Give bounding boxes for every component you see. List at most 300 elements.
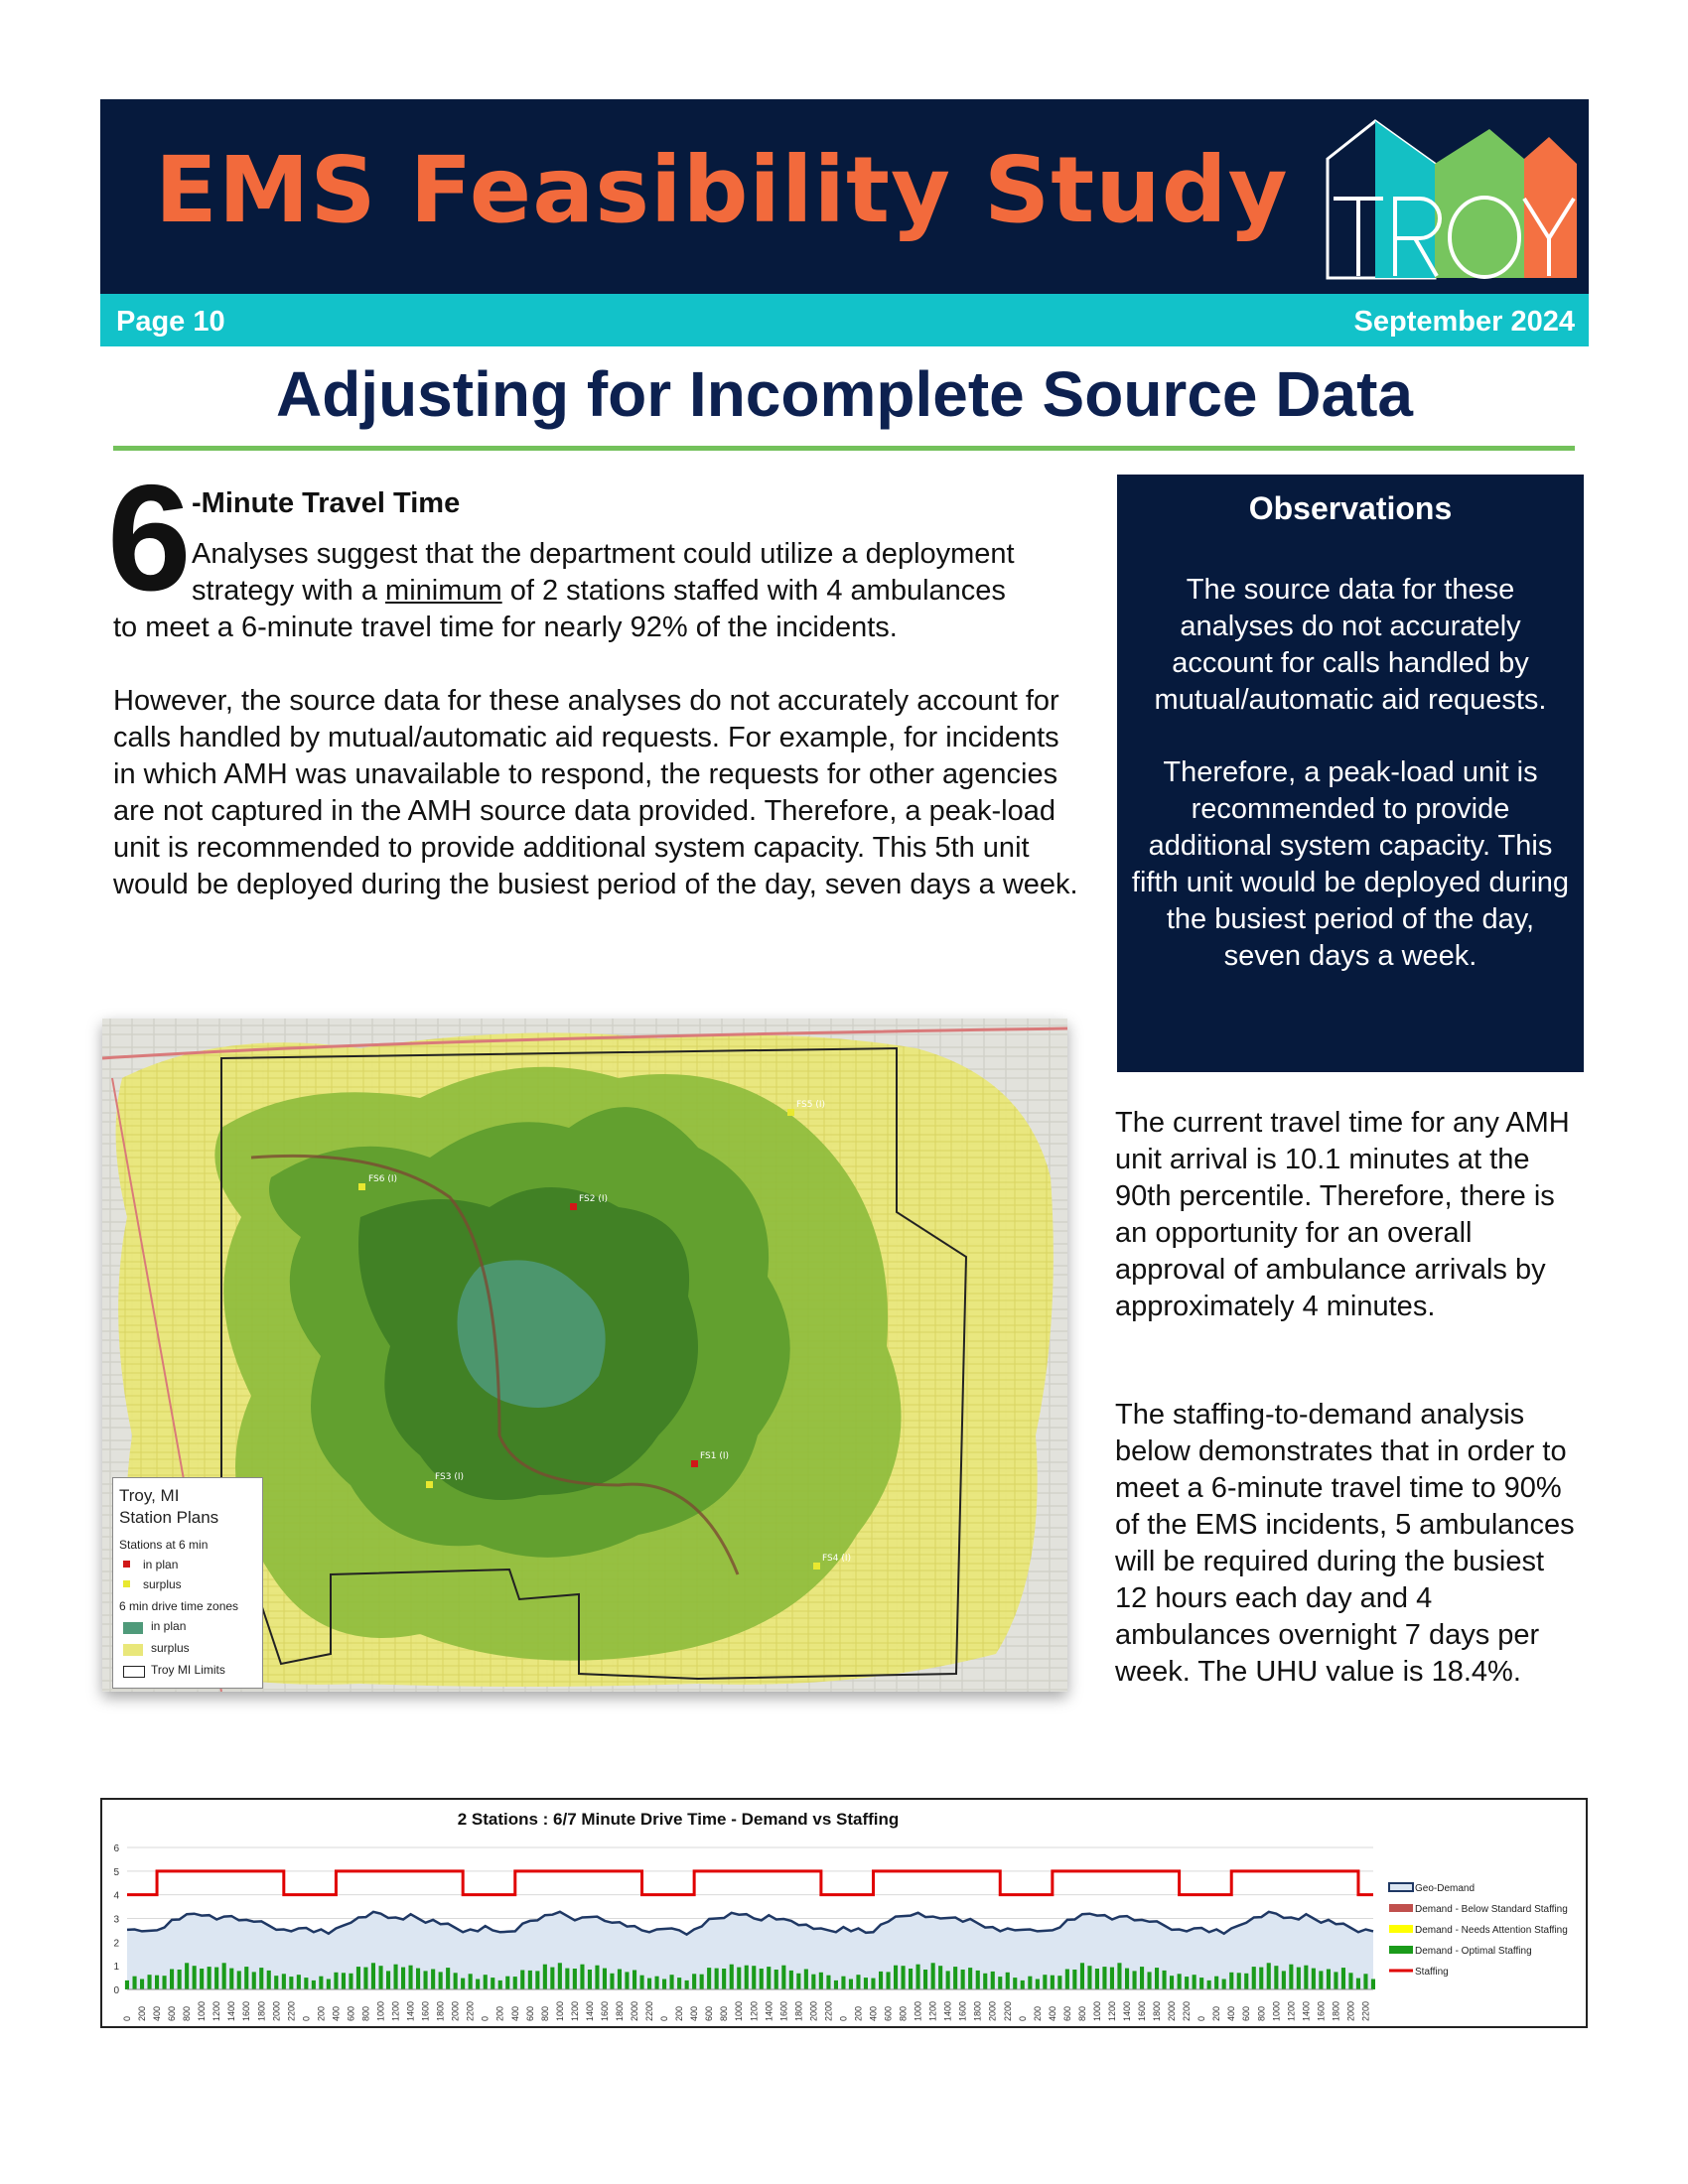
optimal-staffing-bar	[491, 1978, 494, 1989]
legend-swatch	[1389, 1883, 1413, 1891]
optimal-staffing-bar	[170, 1970, 174, 1990]
x-tick-label: 1000	[1271, 2000, 1282, 2021]
x-tick-label: 2200	[644, 2000, 654, 2021]
x-tick-label: 800	[719, 2005, 730, 2021]
staffing-line	[127, 1871, 1373, 1895]
x-tick-label: 1000	[913, 2000, 923, 2021]
x-tick-label: 600	[167, 2005, 178, 2021]
paragraph-3: The current travel time for any AMH unit arrival is 10.1 minutes at the 90th percentile. Therefore, there is an opportunity for an overall approval of ambulance arrivals by approximately 4 minutes.	[1115, 1107, 1570, 1322]
x-tick-label: 1600	[1316, 2000, 1327, 2021]
optimal-staffing-bar	[543, 1965, 547, 1989]
optimal-staffing-bar	[1148, 1972, 1152, 1989]
optimal-staffing-bar	[439, 1972, 443, 1989]
x-tick-label: 2000	[630, 2000, 639, 2021]
optimal-staffing-bar	[222, 1963, 226, 1989]
optimal-staffing-bar	[297, 1975, 301, 1989]
x-tick-label: 200	[494, 2005, 505, 2021]
x-tick-label: 400	[1047, 2005, 1057, 2021]
x-tick-label: 200	[674, 2005, 685, 2021]
optimal-staffing-bar	[1282, 1971, 1286, 1989]
optimal-staffing-bar	[640, 1976, 644, 1989]
optimal-staffing-bar	[849, 1979, 853, 1990]
x-tick-label: 1200	[1107, 2000, 1117, 2021]
optimal-staffing-bar	[193, 1966, 197, 1989]
optimal-staffing-bar	[349, 1974, 352, 1989]
in-plan-station-swatch	[123, 1561, 130, 1568]
optimal-staffing-bar	[125, 1980, 129, 1989]
legend-label: Geo-Demand	[1415, 1883, 1476, 1894]
optimal-staffing-bar	[200, 1969, 204, 1989]
optimal-staffing-bar	[1244, 1974, 1248, 1989]
x-tick-label: 1000	[734, 2000, 745, 2021]
optimal-staffing-bar	[1051, 1976, 1055, 1989]
optimal-staffing-bar	[633, 1971, 636, 1990]
optimal-staffing-bar	[580, 1965, 584, 1989]
optimal-staffing-bar	[178, 1970, 182, 1989]
x-tick-label: 800	[1076, 2005, 1087, 2021]
x-tick-label: 2200	[1360, 2000, 1371, 2021]
legend-label: Staffing	[1415, 1967, 1449, 1978]
optimal-staffing-bar	[1021, 1980, 1025, 1989]
observations-box	[1117, 475, 1584, 1072]
optimal-staffing-bar	[1237, 1973, 1241, 1989]
observations-paragraph-1: The source data for these analyses do not accurately account for calls handled by mutual/automatic aid requests.	[1154, 574, 1547, 716]
x-tick-label: 0	[301, 2015, 312, 2021]
optimal-staffing-bar	[1155, 1968, 1159, 1989]
optimal-staffing-bar	[1170, 1976, 1174, 1989]
chart-plot	[102, 1800, 1586, 2026]
x-tick-label: 1200	[749, 2000, 760, 2021]
optimal-staffing-bar	[1178, 1974, 1182, 1989]
x-tick-label: 400	[152, 2005, 163, 2021]
optimal-staffing-bar	[252, 1972, 256, 1989]
optimal-staffing-bar	[662, 1979, 666, 1990]
x-tick-label: 1800	[435, 2000, 446, 2021]
optimal-staffing-bar	[879, 1972, 883, 1989]
optimal-staffing-bar	[610, 1974, 614, 1989]
station-coverage-map	[102, 1019, 1067, 1692]
surplus-station-swatch	[123, 1580, 130, 1587]
optimal-staffing-bar	[894, 1966, 898, 1989]
optimal-staffing-bar	[565, 1969, 569, 1989]
optimal-staffing-bar	[715, 1969, 719, 1989]
surplus-zone-swatch	[123, 1644, 143, 1656]
chart-title: 2 Stations : 6/7 Minute Drive Time - Demand vs Staffing	[457, 1810, 900, 1829]
x-tick-label: 1400	[942, 2000, 953, 2021]
optimal-staffing-bar	[1065, 1970, 1069, 1990]
optimal-staffing-bar	[133, 1977, 137, 1989]
y-tick-label: 1	[113, 1962, 119, 1974]
optimal-staffing-bar	[692, 1974, 696, 1989]
optimal-staffing-bar	[185, 1963, 189, 1989]
optimal-staffing-bar	[953, 1967, 957, 1989]
optimal-staffing-bar	[811, 1975, 815, 1989]
optimal-staffing-bar	[244, 1967, 248, 1989]
optimal-staffing-bar	[1214, 1977, 1218, 1989]
x-tick-label: 600	[346, 2005, 356, 2021]
optimal-staffing-bar	[379, 1966, 383, 1989]
optimal-staffing-bar	[677, 1978, 681, 1989]
x-tick-label: 1000	[375, 2000, 386, 2021]
x-tick-label: 200	[316, 2005, 327, 2021]
optimal-staffing-bar	[1110, 1968, 1114, 1989]
x-tick-label: 600	[1241, 2005, 1252, 2021]
demand-vs-staffing-chart	[100, 1798, 1588, 2028]
optimal-staffing-bar	[618, 1970, 622, 1990]
observations-paragraph-2: Therefore, a peak-load unit is recommended to provide additional system capacity. This fifth unit would be deployed during the busiest period of the day, seven days a week.	[1131, 756, 1570, 972]
x-tick-label: 1800	[1331, 2000, 1341, 2021]
legend-zones-heading: 6 min drive time zones	[119, 1599, 239, 1613]
emphasis-minimum: minimum	[385, 575, 502, 607]
optimal-staffing-bar	[670, 1975, 674, 1989]
x-tick-label: 200	[1211, 2005, 1222, 2021]
optimal-staffing-bar	[163, 1976, 167, 1989]
x-tick-label: 1400	[1301, 2000, 1312, 2021]
optimal-staffing-bar	[789, 1971, 793, 1989]
optimal-staffing-bar	[550, 1968, 554, 1989]
optimal-staffing-bar	[887, 1972, 891, 1989]
optimal-staffing-bar	[938, 1966, 942, 1989]
optimal-staffing-bar	[148, 1975, 152, 1989]
optimal-staffing-bar	[752, 1966, 756, 1989]
optimal-staffing-bar	[796, 1974, 800, 1989]
x-tick-label: 1000	[197, 2000, 208, 2021]
paragraph-1-tail: to meet a 6-minute travel time for nearly 92% of the incidents.	[113, 612, 898, 643]
optimal-staffing-bar	[282, 1974, 286, 1989]
optimal-staffing-bar	[513, 1977, 517, 1989]
issue-date: September 2024	[1353, 306, 1575, 338]
x-tick-label: 1200	[390, 2000, 401, 2021]
svg-text:FS3 (I): FS3 (I)	[435, 1472, 464, 1482]
x-tick-label: 2000	[808, 2000, 819, 2021]
x-tick-label: 1600	[778, 2000, 789, 2021]
x-tick-label: 1800	[793, 2000, 804, 2021]
optimal-staffing-bar	[1371, 1979, 1375, 1990]
optimal-staffing-bar	[208, 1967, 211, 1989]
optimal-staffing-bar	[1028, 1977, 1032, 1989]
optimal-staffing-bar	[334, 1973, 338, 1989]
x-tick-label: 1200	[927, 2000, 938, 2021]
optimal-staffing-bar	[1297, 1968, 1301, 1989]
map-legend	[112, 1477, 263, 1689]
x-tick-label: 1200	[211, 2000, 222, 2021]
x-tick-label: 400	[1226, 2005, 1237, 2021]
legend-station-surplus: surplus	[143, 1577, 182, 1591]
optimal-staffing-bar	[1289, 1965, 1293, 1989]
optimal-staffing-bar	[700, 1975, 704, 1989]
legend-zone-surplus: surplus	[151, 1641, 190, 1655]
optimal-staffing-bar	[1072, 1970, 1076, 1989]
optimal-staffing-bar	[1087, 1966, 1091, 1989]
page-headline: Adjusting for Incomplete Source Data	[275, 358, 1414, 430]
troy-logo	[1326, 119, 1579, 280]
legend-swatch	[1389, 1904, 1413, 1912]
y-tick-label: 3	[113, 1914, 119, 1926]
optimal-staffing-bar	[327, 1979, 331, 1990]
optimal-staffing-bar	[469, 1974, 473, 1989]
optimal-staffing-bar	[1193, 1975, 1196, 1989]
x-tick-label: 2000	[450, 2000, 461, 2021]
x-tick-label: 1400	[584, 2000, 595, 2021]
x-tick-label: 2200	[1002, 2000, 1013, 2021]
optimal-staffing-bar	[1036, 1979, 1040, 1990]
x-tick-label: 1400	[764, 2000, 774, 2021]
svg-text:FS5 (I): FS5 (I)	[796, 1100, 825, 1110]
optimal-staffing-bar	[1319, 1971, 1323, 1989]
optimal-staffing-bar	[476, 1979, 480, 1990]
x-tick-label: 0	[480, 2015, 491, 2021]
x-tick-label: 1200	[569, 2000, 580, 2021]
x-tick-label: 400	[689, 2005, 700, 2021]
optimal-staffing-bar	[431, 1970, 435, 1990]
optimal-staffing-bar	[461, 1979, 465, 1989]
optimal-staffing-bar	[535, 1971, 539, 1989]
optimal-staffing-bar	[274, 1976, 278, 1989]
optimal-staffing-bar	[409, 1966, 413, 1989]
optimal-staffing-bar	[1199, 1978, 1203, 1989]
x-tick-label: 1400	[226, 2000, 237, 2021]
optimal-staffing-bar	[356, 1967, 360, 1989]
in-plan-zone-swatch	[123, 1622, 143, 1634]
x-tick-label: 200	[853, 2005, 864, 2021]
legend-limits: Troy MI Limits	[151, 1663, 225, 1677]
x-tick-label: 2200	[465, 2000, 476, 2021]
x-tick-label: 200	[1032, 2005, 1043, 2021]
optimal-staffing-bar	[826, 1976, 830, 1989]
x-tick-label: 2000	[1167, 2000, 1178, 2021]
optimal-staffing-bar	[1348, 1973, 1352, 1989]
optimal-staffing-bar	[856, 1975, 860, 1989]
svg-text:FS2 (I): FS2 (I)	[579, 1194, 608, 1204]
optimal-staffing-bar	[304, 1978, 308, 1989]
optimal-staffing-bar	[737, 1968, 741, 1989]
paragraph-2: However, the source data for these analyses do not accurately account for calls handled by mutual/automatic aid requests. For example, for incidents in which AMH was unavailable to respond, the requests for other agencies are not captured in the AMH source data provided. Therefore, a peak-load unit is recommended to provide additional system capacity. This 5th unit would be deployed during the busiest period of the day, seven days a week.	[113, 685, 1078, 900]
optimal-staffing-bar	[319, 1977, 323, 1989]
optimal-staffing-bar	[1006, 1973, 1010, 1989]
x-tick-label: 200	[137, 2005, 147, 2021]
optimal-staffing-bar	[834, 1980, 838, 1989]
x-tick-label: 800	[1256, 2005, 1267, 2021]
y-tick-label: 4	[113, 1890, 119, 1902]
optimal-staffing-bar	[454, 1973, 458, 1989]
optimal-staffing-bar	[707, 1968, 711, 1989]
optimal-staffing-bar	[603, 1969, 607, 1989]
optimal-staffing-bar	[484, 1975, 488, 1989]
optimal-staffing-bar	[1102, 1967, 1106, 1989]
optimal-staffing-bar	[819, 1973, 823, 1989]
x-tick-label: 1600	[600, 2000, 610, 2021]
optimal-staffing-bar	[864, 1978, 868, 1989]
optimal-staffing-bar	[1267, 1963, 1271, 1989]
optimal-staffing-bar	[289, 1977, 293, 1989]
optimal-staffing-bar	[595, 1966, 599, 1989]
optimal-staffing-bar	[946, 1971, 950, 1989]
legend-stations-heading: Stations at 6 min	[119, 1538, 209, 1552]
optimal-staffing-bar	[1252, 1967, 1256, 1989]
paragraph-1-lead: Analyses suggest that the department could utilize a deployment strategy with a minimum of 2 stations staffed with 4 ambulances	[192, 538, 1015, 607]
x-tick-label: 0	[838, 2015, 849, 2021]
optimal-staffing-bar	[140, 1979, 144, 1990]
x-tick-label: 0	[122, 2015, 132, 2021]
x-tick-label: 0	[1017, 2015, 1028, 2021]
x-tick-label: 1600	[241, 2000, 252, 2021]
x-tick-label: 800	[360, 2005, 371, 2021]
limits-swatch	[123, 1666, 145, 1678]
section-heading: -Minute Travel Time	[192, 487, 461, 519]
optimal-staffing-bar	[155, 1976, 159, 1989]
optimal-staffing-bar	[931, 1963, 935, 1989]
x-tick-label: 2200	[823, 2000, 834, 2021]
optimal-staffing-bar	[342, 1973, 346, 1989]
optimal-staffing-bar	[498, 1980, 502, 1989]
optimal-staffing-bar	[1304, 1966, 1308, 1989]
optimal-staffing-bar	[647, 1979, 651, 1989]
optimal-staffing-bar	[1222, 1979, 1226, 1990]
x-tick-label: 1000	[554, 2000, 565, 2021]
x-tick-label: 0	[659, 2015, 670, 2021]
optimal-staffing-bar	[968, 1968, 972, 1989]
optimal-staffing-bar	[841, 1977, 845, 1989]
optimal-staffing-bar	[312, 1980, 316, 1989]
optimal-staffing-bar	[528, 1971, 532, 1989]
optimal-staffing-bar	[722, 1969, 726, 1989]
paragraph-4: The staffing-to-demand analysis below demonstrates that in order to meet a 6-minute travel time to 90% of the EMS incidents, 5 ambulances will be required during the busiest 12 hours each day and 4 ambulances overnight 7 days per week. The UHU value is 18.4%.	[1115, 1399, 1575, 1688]
optimal-staffing-bar	[446, 1968, 450, 1989]
x-tick-label: 400	[331, 2005, 342, 2021]
legend-swatch	[1389, 1925, 1413, 1933]
optimal-staffing-bar	[625, 1972, 629, 1989]
x-tick-label: 600	[883, 2005, 894, 2021]
drop-cap: 6	[107, 454, 192, 622]
optimal-staffing-bar	[1095, 1969, 1099, 1989]
y-tick-label: 5	[113, 1866, 119, 1878]
legend-swatch	[1389, 1946, 1413, 1954]
page-number: Page 10	[116, 306, 225, 338]
x-tick-label: 0	[1196, 2015, 1207, 2021]
optimal-staffing-bar	[909, 1969, 913, 1989]
x-tick-label: 1200	[1286, 2000, 1297, 2021]
legend-subtitle: Station Plans	[119, 1508, 219, 1527]
optimal-staffing-bar	[1363, 1974, 1367, 1989]
x-tick-label: 1400	[405, 2000, 416, 2021]
x-tick-label: 2200	[1182, 2000, 1193, 2021]
optimal-staffing-bar	[767, 1967, 771, 1989]
optimal-staffing-bar	[1163, 1971, 1167, 1989]
optimal-staffing-bar	[1185, 1977, 1189, 1989]
optimal-staffing-bar	[961, 1970, 965, 1989]
legend-station-in-plan: in plan	[143, 1558, 179, 1571]
x-tick-label: 1600	[1137, 2000, 1147, 2021]
optimal-staffing-bar	[1117, 1963, 1121, 1989]
x-tick-label: 600	[704, 2005, 715, 2021]
x-tick-label: 1400	[1122, 2000, 1132, 2021]
optimal-staffing-bar	[745, 1966, 749, 1989]
optimal-staffing-bar	[983, 1974, 987, 1989]
optimal-staffing-bar	[386, 1971, 390, 1989]
optimal-staffing-bar	[655, 1977, 659, 1989]
svg-text:FS4 (I): FS4 (I)	[822, 1554, 851, 1564]
x-tick-label: 1600	[957, 2000, 968, 2021]
legend-label: Demand - Below Standard Staffing	[1415, 1904, 1568, 1915]
optimal-staffing-bar	[1229, 1973, 1233, 1989]
x-tick-label: 600	[524, 2005, 535, 2021]
x-tick-label: 1600	[420, 2000, 431, 2021]
optimal-staffing-bar	[781, 1966, 785, 1989]
optimal-staffing-bar	[229, 1969, 233, 1989]
optimal-staffing-bar	[760, 1969, 764, 1989]
optimal-staffing-bar	[976, 1971, 980, 1989]
optimal-staffing-bar	[558, 1963, 562, 1989]
x-tick-label: 2000	[271, 2000, 282, 2021]
header-banner	[100, 99, 1589, 294]
optimal-staffing-bar	[1274, 1966, 1278, 1989]
optimal-staffing-bar	[902, 1966, 906, 1989]
x-tick-label: 1800	[972, 2000, 983, 2021]
optimal-staffing-bar	[774, 1970, 778, 1989]
x-tick-label: 2000	[1345, 2000, 1356, 2021]
optimal-staffing-bar	[401, 1968, 405, 1989]
optimal-staffing-bar	[1259, 1968, 1263, 1989]
optimal-staffing-bar	[267, 1971, 271, 1989]
optimal-staffing-bar	[1133, 1971, 1137, 1989]
optimal-staffing-bar	[371, 1963, 375, 1989]
legend-title: Troy, MI	[119, 1486, 180, 1505]
optimal-staffing-bar	[685, 1980, 689, 1989]
x-tick-label: 800	[539, 2005, 550, 2021]
optimal-staffing-bar	[394, 1965, 398, 1989]
optimal-staffing-bar	[923, 1970, 927, 1989]
optimal-staffing-bar	[998, 1977, 1002, 1989]
x-tick-label: 400	[868, 2005, 879, 2021]
x-tick-label: 2200	[286, 2000, 297, 2021]
optimal-staffing-bar	[1327, 1970, 1331, 1990]
optimal-staffing-bar	[1356, 1979, 1360, 1989]
optimal-staffing-bar	[520, 1971, 524, 1990]
optimal-staffing-bar	[1080, 1963, 1084, 1989]
optimal-staffing-bar	[804, 1970, 808, 1990]
issue-bar	[100, 294, 1589, 346]
headline-divider	[113, 446, 1575, 451]
optimal-staffing-bar	[363, 1968, 367, 1989]
optimal-staffing-bar	[1334, 1972, 1337, 1989]
optimal-staffing-bar	[1140, 1967, 1144, 1989]
optimal-staffing-bar	[730, 1965, 734, 1989]
optimal-staffing-bar	[424, 1971, 428, 1989]
optimal-staffing-bar	[916, 1965, 920, 1989]
optimal-staffing-bar	[214, 1968, 218, 1989]
optimal-staffing-bar	[259, 1968, 263, 1989]
optimal-staffing-bar	[1013, 1978, 1017, 1989]
x-tick-label: 800	[182, 2005, 193, 2021]
legend-label: Demand - Needs Attention Staffing	[1415, 1925, 1568, 1936]
x-tick-label: 1000	[1091, 2000, 1102, 2021]
optimal-staffing-bar	[1207, 1980, 1211, 1989]
y-tick-label: 6	[113, 1843, 119, 1854]
x-tick-label: 600	[1061, 2005, 1072, 2021]
optimal-staffing-bar	[573, 1969, 577, 1989]
y-tick-label: 0	[113, 1985, 119, 1996]
optimal-staffing-bar	[1125, 1969, 1129, 1989]
x-tick-label: 1800	[1152, 2000, 1163, 2021]
optimal-staffing-bar	[1057, 1976, 1061, 1989]
x-tick-label: 1800	[256, 2000, 267, 2021]
optimal-staffing-bar	[505, 1977, 509, 1989]
optimal-staffing-bar	[588, 1970, 592, 1989]
observations-title: Observations	[1248, 490, 1453, 526]
publication-title: EMS Feasibility Study	[155, 137, 1289, 243]
optimal-staffing-bar	[1341, 1968, 1345, 1989]
optimal-staffing-bar	[871, 1979, 875, 1989]
